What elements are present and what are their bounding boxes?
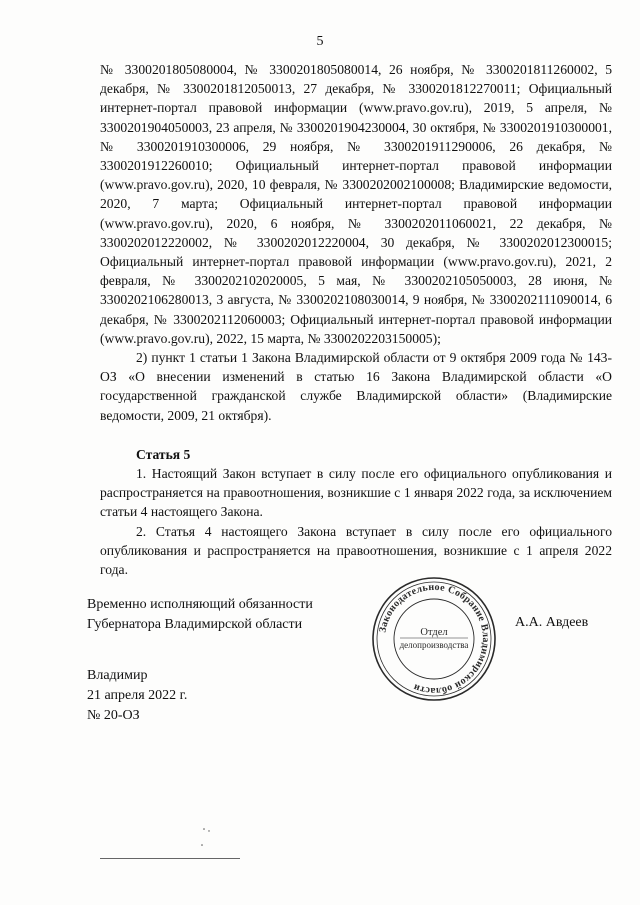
scan-noise-icon [200,826,214,848]
stamp-seal-icon [370,575,498,703]
stamp-center-line-2: делопроизводства [399,640,469,650]
page-number: 5 [316,34,324,49]
article-5-part-2: 2. Статья 4 настоящего Закона вступает в силу после его официального опубликования и распространяется на правоотношения, возникшие с 1 апреля 2022 года. [100,523,612,578]
issue-date: 21 апреля 2022 г. [87,688,188,703]
scan-specks [200,826,214,850]
stamp-ring-text: Законодательное Собрание Владимирской области [377,581,492,697]
issue-number: № 20-ОЗ [87,708,140,723]
issue-details [87,666,187,726]
paragraph-amendments-list: № 3300201805080004, № 3300201805080014, 26 ноября, № 3300201811260002, 5 декабря, № 3300201812050013, 27 декабря, № 3300201812270011; Официальный интернет-портал правовой информации (www.pravo.gov.ru), 2019, 5 апреля, № 3300201904050003, 23 апреля, № 3300201904230004, 30 октября, № 3300201910300001, № 3300201910300006, 29 ноября, № 3300201911290006, 26 декабря, № 3300201912260010; Официальный интернет-портал правовой информации (www.pravo.gov.ru), 2020, 10 февраля, № 3300202002100008; Владимирские ведомости, 2020, 7 марта; Официальный интернет-портал правовой информации (www.pravo.gov.ru), 2020, 6 ноября, № 3300202011060021, 22 декабря, № 3300202012220002, № 3300202012220004, 30 декабря, № 3300202012300015; Официальный интернет-портал правовой информации (www.pravo.gov.ru), 2021, 2 февраля, № 3300202102020005, 5 мая, № 3300202105050003, 28 июня, № 3300202106280013, 3 августа, № 3300202108030014, 9 ноября, № 3300202111090014, 6 декабря, № 3300202112060003; Официальный интернет-портал правовой информации (www.pravo.gov.ru), 2022, 15 марта, № 3300202203150005); [100,62,612,346]
signatory-name: А.А. Авдеев [515,615,589,630]
signatory-position [87,595,357,635]
stamp-center-line-1: Отдел [420,627,448,638]
footer-rule [100,858,240,859]
signatory-position-line-1: Временно исполняющий обязанности [87,597,313,612]
law-text [100,60,612,579]
paragraph-item-2: 2) пункт 1 статьи 1 Закона Владимирской области от 9 октября 2009 года № 143-ОЗ «О внесении изменений в статью 16 Закона Владимирской области «О государственной гражданской службе Владимирской области» (Владимирские ведомости, 2009, 21 октября). [100,350,612,423]
article-5-part-1: 1. Настоящий Закон вступает в силу после его официального опубликования и распространяется на правоотношения, возникшие с 1 января 2022 года, за исключением статьи 4 настоящего Закона. [100,466,612,520]
official-stamp [370,575,498,703]
article-5-title: Статья 5 [136,446,191,462]
issue-city: Владимир [87,668,148,683]
signatory-position-line-2: Губернатора Владимирской области [87,617,303,632]
